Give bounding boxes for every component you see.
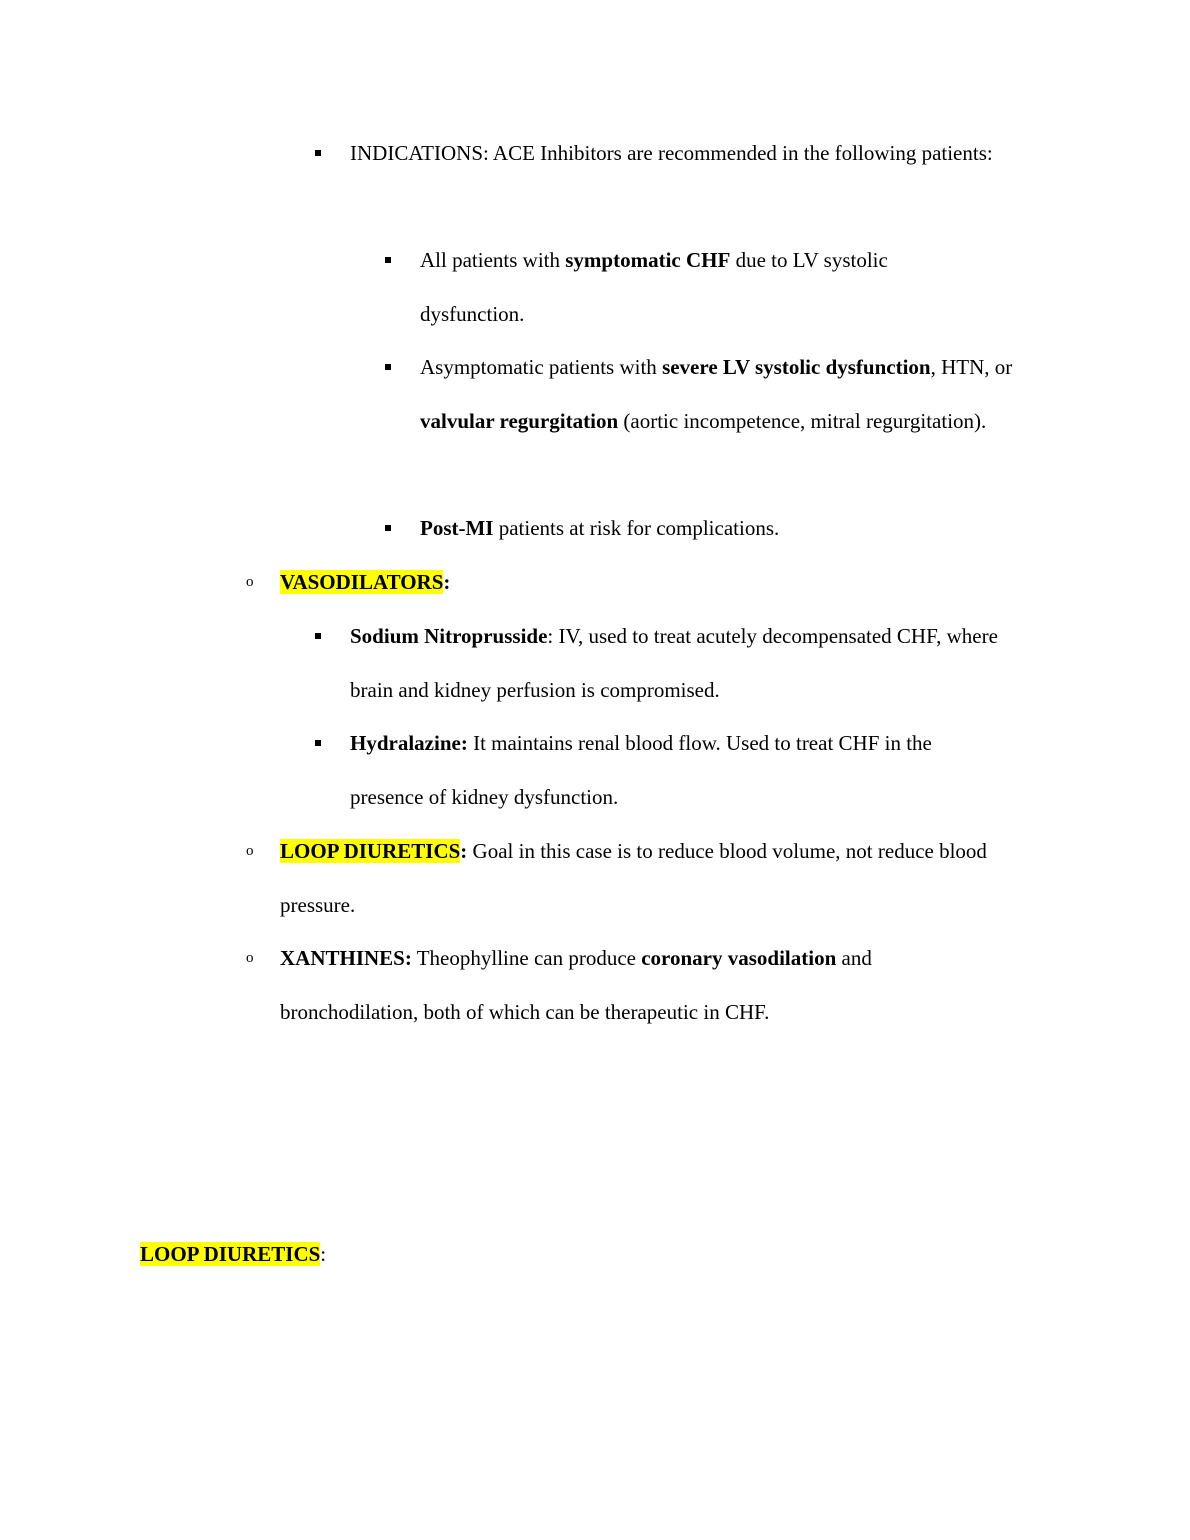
- vasodilators-heading: [280, 556, 1010, 610]
- text-run: It maintains renal blood flow. Used to treat CHF in the presence of kidney dysfunction.: [350, 731, 932, 809]
- indications-text: INDICATIONS: ACE Inhibitors are recommended in the following patients:: [350, 141, 993, 165]
- hydralazine-item: [350, 717, 1010, 824]
- square-bullet: [385, 502, 391, 556]
- indication-asymptomatic: [420, 341, 1020, 448]
- text-run: Asymptomatic patients with: [420, 355, 663, 379]
- bold-term: XANTHINES:: [280, 946, 412, 970]
- square-bullet: [385, 234, 391, 288]
- colon: :: [443, 570, 451, 594]
- highlighted-heading: LOOP DIURETICS: [280, 839, 461, 863]
- bold-term: symptomatic CHF: [565, 248, 731, 272]
- square-bullet: [385, 341, 391, 395]
- text-run: (aortic incompetence, mitral regurgitation).: [618, 408, 987, 433]
- bold-term: severe LV systolic dysfunction: [662, 355, 931, 379]
- bold-term: coronary vasodilation: [641, 946, 837, 970]
- highlighted-heading: LOOP DIURETICS: [140, 1242, 321, 1266]
- square-bullet: [315, 610, 321, 664]
- text-run: , HTN, or: [930, 355, 1013, 379]
- text-run: Goal in this case is to reduce blood volume, not reduce blood pressure.: [280, 839, 987, 917]
- xanthines-item: [280, 932, 980, 1039]
- indication-symptomatic-chf: [420, 234, 980, 341]
- loop-diuretics-item: [280, 825, 1020, 932]
- circle-bullet: o: [246, 843, 254, 859]
- colon: :: [320, 1242, 327, 1266]
- square-bullet: [315, 717, 321, 771]
- bold-term: Post-MI: [420, 516, 494, 540]
- text-run: patients at risk for complications.: [493, 516, 780, 540]
- text-run: All patients with: [420, 248, 566, 272]
- bold-term: Hydralazine:: [350, 731, 468, 755]
- circle-bullet: o: [246, 950, 254, 966]
- colon: :: [460, 839, 468, 863]
- highlighted-heading: VASODILATORS: [280, 570, 444, 594]
- text-run: : IV, used to treat acutely decompensated CHF, where brain and kidney perfusion is compromised.: [350, 624, 998, 702]
- bold-term: Sodium Nitroprusside: [350, 624, 548, 648]
- indication-post-mi: [420, 502, 1020, 556]
- circle-bullet: o: [246, 574, 254, 590]
- section-heading-loop-diuretics: [140, 1228, 540, 1282]
- text-run: and bronchodilation, both of which can be therapeutic in CHF.: [280, 946, 872, 1024]
- square-bullet: [315, 127, 321, 181]
- text-run: due to LV systolic dysfunction.: [420, 248, 888, 326]
- text-run: Theophylline can produce: [411, 946, 642, 970]
- indications-item: [350, 127, 1010, 181]
- sodium-nitroprusside-item: [350, 610, 1020, 717]
- bold-term: valvular regurgitation: [420, 408, 619, 433]
